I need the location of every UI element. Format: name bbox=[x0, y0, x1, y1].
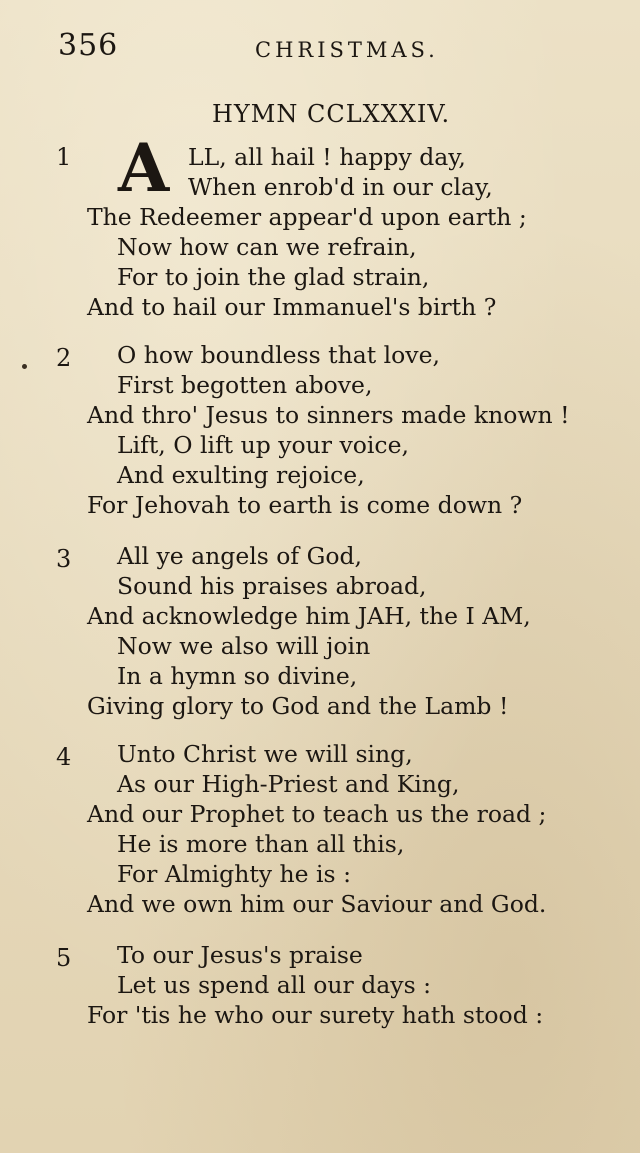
stanza-line: And thro' Jesus to sinners made known ! bbox=[87, 401, 570, 429]
stanza-line: And exulting rejoice, bbox=[117, 461, 365, 489]
hymn-title: HYMN CCLXXXIV. bbox=[212, 100, 451, 128]
stanza-line: Giving glory to God and the Lamb ! bbox=[87, 692, 509, 720]
stanza-line: As our High-Priest and King, bbox=[117, 770, 460, 798]
stanza-number: 3 bbox=[56, 545, 72, 573]
stanza-line: LL, all hail ! happy day, bbox=[188, 143, 466, 171]
stanza-line: For to join the glad strain, bbox=[117, 263, 430, 291]
running-head: CHRISTMAS. bbox=[255, 38, 439, 62]
stanza-line: And we own him our Saviour and God. bbox=[87, 890, 547, 918]
stanza-line: For Jehovah to earth is come down ? bbox=[87, 491, 523, 519]
stanza-line: The Redeemer appear'd upon earth ; bbox=[87, 203, 527, 231]
stanza-line: Lift, O lift up your voice, bbox=[117, 431, 409, 459]
stanza-line: Let us spend all our days : bbox=[117, 971, 432, 999]
stanza-line: Now how can we refrain, bbox=[117, 233, 417, 261]
stanza-line: Unto Christ we will sing, bbox=[117, 740, 413, 768]
stanza-line: O how boundless that love, bbox=[117, 341, 440, 369]
stanza-line: And acknowledge him JAH, the I AM, bbox=[87, 602, 531, 630]
drop-cap: A bbox=[118, 129, 170, 207]
stanza-line: And to hail our Immanuel's birth ? bbox=[87, 293, 497, 321]
stanza-line: To our Jesus's praise bbox=[117, 941, 363, 969]
stanza-number: 1 bbox=[56, 143, 72, 171]
stanza-line: For Almighty he is : bbox=[117, 860, 352, 888]
stanza-line: Now we also will join bbox=[117, 632, 371, 660]
page-number: 356 bbox=[58, 28, 119, 63]
stanza-line: For 'tis he who our surety hath stood : bbox=[87, 1001, 544, 1029]
stanza-number: 2 bbox=[56, 344, 72, 372]
stanza-line: He is more than all this, bbox=[117, 830, 405, 858]
stanza-line: When enrob'd in our clay, bbox=[188, 173, 493, 201]
ink-spot bbox=[22, 364, 27, 369]
stanza-number: 4 bbox=[56, 743, 72, 771]
stanza-line: All ye angels of God, bbox=[117, 542, 363, 570]
stanza-line: In a hymn so divine, bbox=[117, 662, 358, 690]
stanza-number: 5 bbox=[56, 944, 72, 972]
stanza-line: Sound his praises abroad, bbox=[117, 572, 427, 600]
stanza-line: First begotten above, bbox=[117, 371, 373, 399]
stanza-line: And our Prophet to teach us the road ; bbox=[87, 800, 547, 828]
